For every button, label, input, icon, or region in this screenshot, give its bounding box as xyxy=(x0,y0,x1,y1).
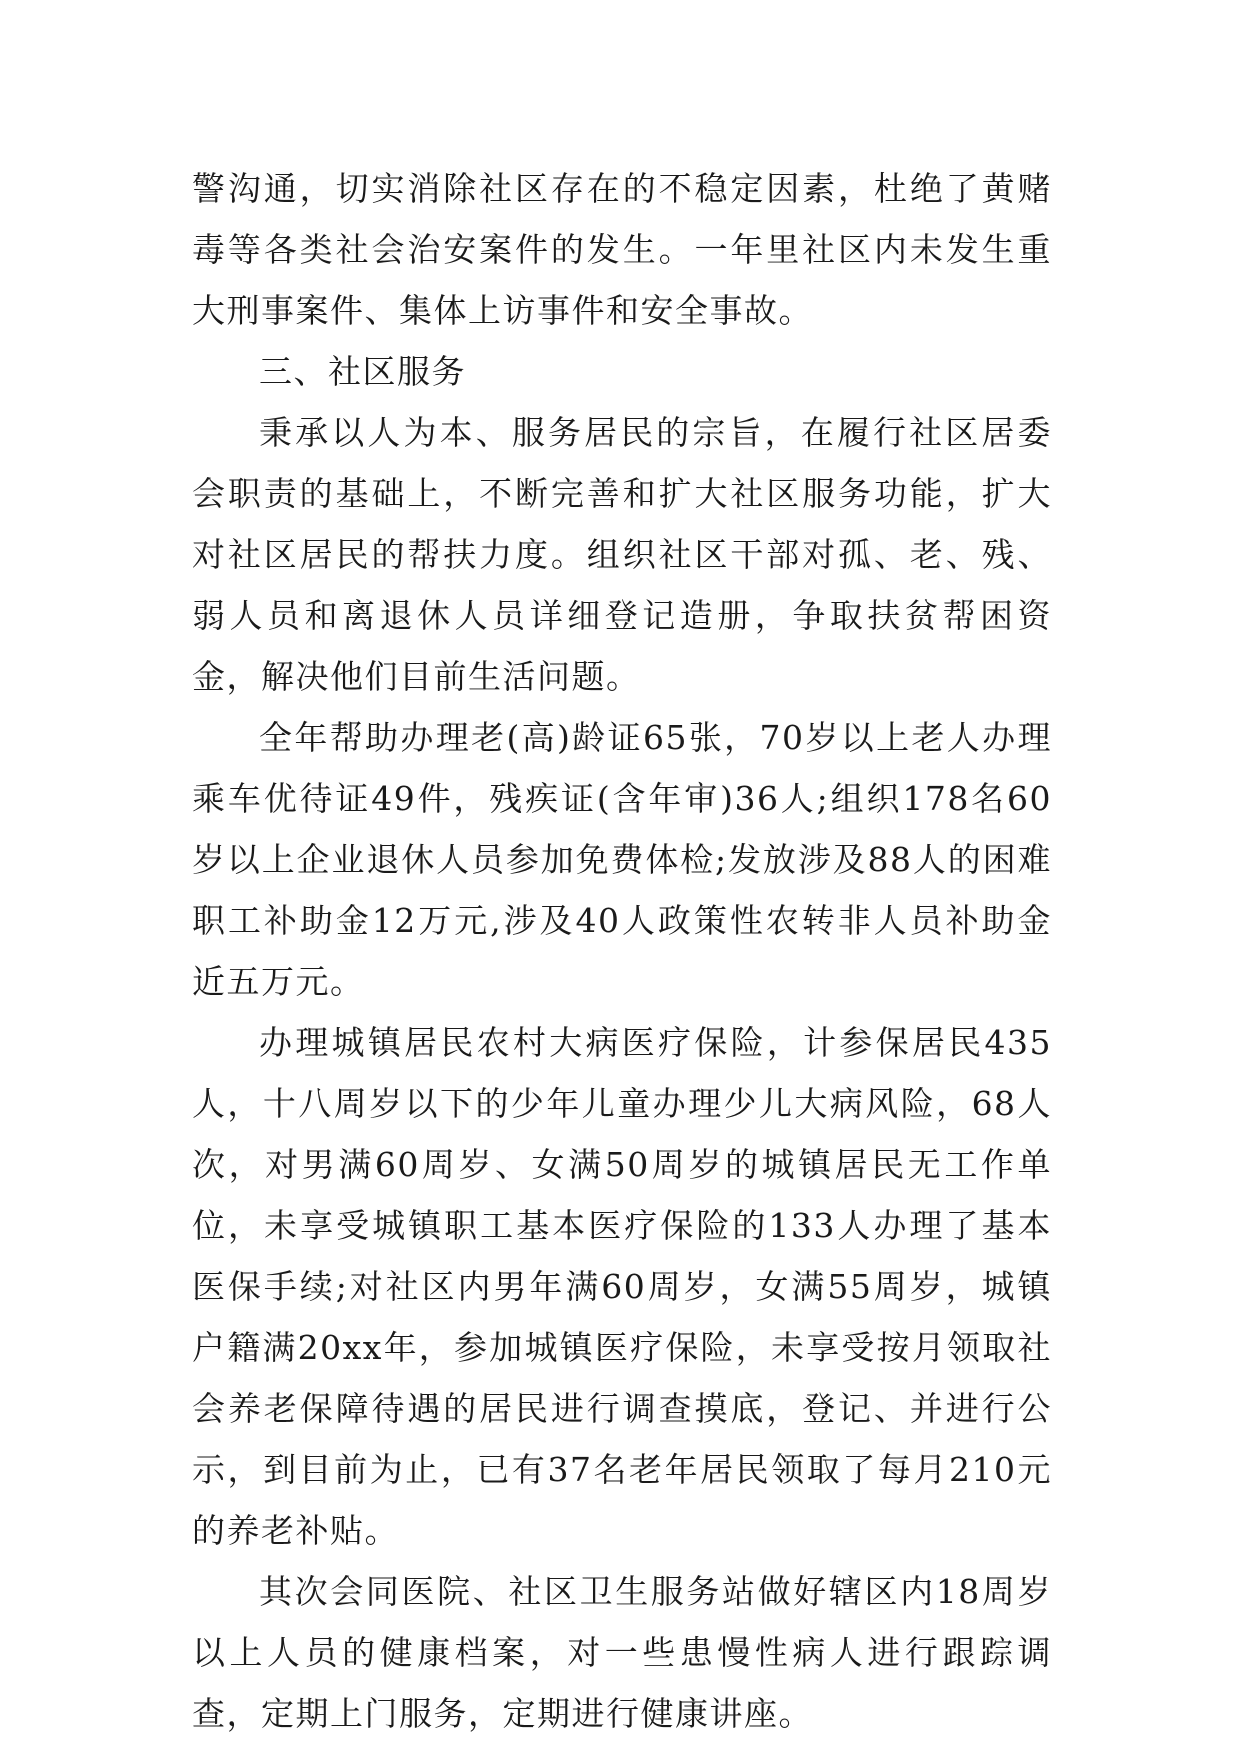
paragraph-1: 警沟通，切实消除社区存在的不稳定因素，杜绝了黄赌毒等各类社会治安案件的发生。一年里社区内未发生重大刑事案件、集体上访事件和安全事故。 xyxy=(192,169,1052,330)
paragraph-4: 全年帮助办理老(高)龄证65张，70岁以上老人办理乘车优待证49件，残疾证(含年审)36人;组织178名60岁以上企业退休人员参加免费体检;发放涉及88人的困难职工补助金12万元,涉及40人政策性农转非人员补助金近五万元。 xyxy=(192,718,1052,1001)
document-body xyxy=(192,158,1052,1744)
paragraph-5: 办理城镇居民农村大病医疗保险，计参保居民435人，十八周岁以下的少年儿童办理少儿大病风险，68人次，对男满60周岁、女满50周岁的城镇居民无工作单位，未享受城镇职工基本医疗保险的133人办理了基本医保手续;对社区内男年满60周岁，女满55周岁，城镇户籍满20xx年，参加城镇医疗保险，未享受按月领取社会养老保障待遇的居民进行调查摸底，登记、并进行公示，到目前为止，已有37名老年居民领取了每月210元的养老补贴。 xyxy=(192,1023,1052,1550)
paragraph-3: 秉承以人为本、服务居民的宗旨，在履行社区居委会职责的基础上，不断完善和扩大社区服务功能，扩大对社区居民的帮扶力度。组织社区干部对孤、老、残、弱人员和离退休人员详细登记造册，争取扶贫帮困资金，解决他们目前生活问题。 xyxy=(192,413,1052,696)
paragraph-6: 其次会同医院、社区卫生服务站做好辖区内18周岁以上人员的健康档案，对一些患慢性病人进行跟踪调查，定期上门服务，定期进行健康讲座。 xyxy=(192,1572,1052,1733)
section-heading-community-service: 三、社区服务 xyxy=(259,352,466,391)
